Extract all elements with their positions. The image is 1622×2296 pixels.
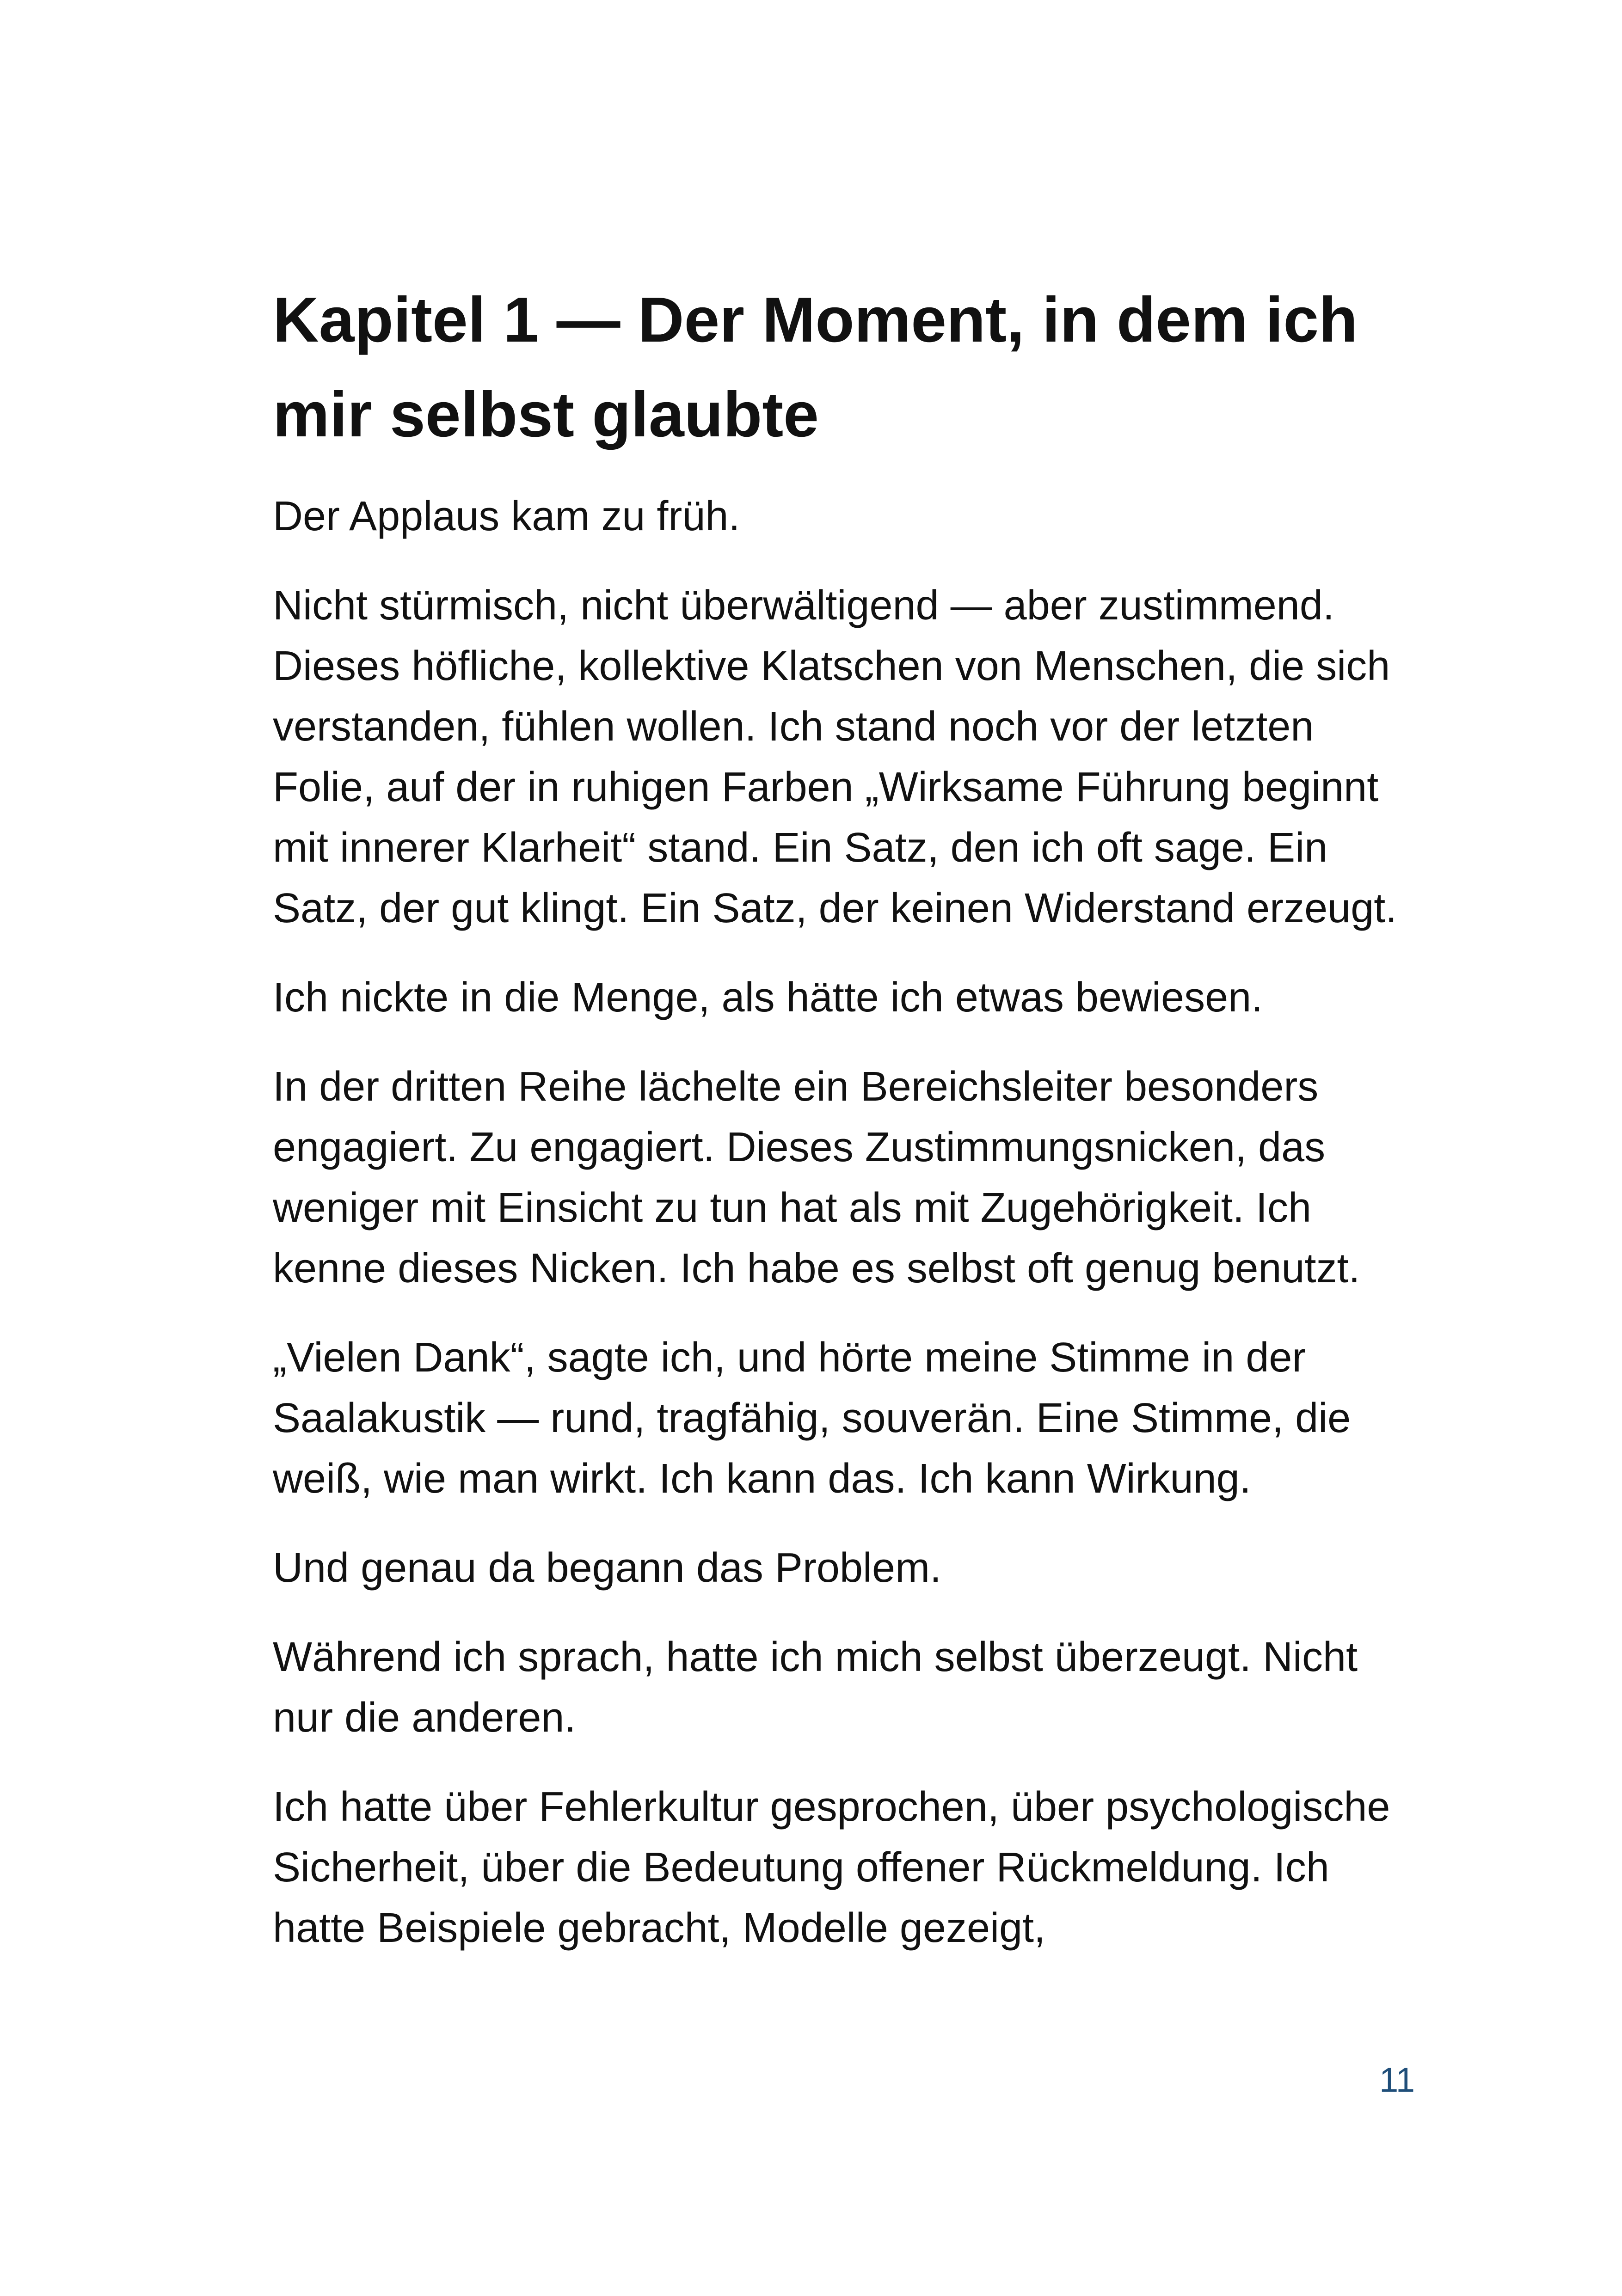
paragraph: Und genau da begann das Problem. <box>273 1545 942 1591</box>
chapter-title: Kapitel 1 — Der Moment, in dem ich mir selbst glaubte <box>273 284 1358 450</box>
page-number: 11 <box>1379 2061 1415 2099</box>
page-content <box>273 273 1415 1987</box>
paragraph: Der Applaus kam zu früh. <box>273 493 740 539</box>
paragraph: Während ich sprach, hatte ich mich selbst überzeugt. Nicht nur die anderen. <box>273 1634 1358 1741</box>
paragraph: In der dritten Reihe lächelte ein Bereichsleiter besonders engagiert. Zu engagiert. Dieses Zustimmungsnicken, das weniger mit Einsicht zu tun hat als mit Zugehörigkeit. Ich kenne dieses Nicken. Ich habe es selbst oft genug benutzt. <box>273 1064 1360 1292</box>
paragraph: Ich hatte über Fehlerkultur gesprochen, über psychologische Sicherheit, über die Bedeutung offener Rückmeldung. Ich hatte Beispiele gebracht, Modelle gezeigt, <box>273 1784 1390 1951</box>
paragraph: Ich nickte in die Menge, als hätte ich etwas bewiesen. <box>273 974 1263 1021</box>
paragraph: Nicht stürmisch, nicht überwältigend — aber zustimmend. Dieses höfliche, kollektive Klatschen von Menschen, die sich verstanden, fühlen wollen. Ich stand noch vor der letzten Folie, auf der in ruhigen Farben „Wirksame Führung beginnt mit innerer Klarheit“ stand. Ein Satz, den ich oft sage. Ein Satz, der gut klingt. Ein Satz, der keinen Widerstand erzeugt. <box>273 582 1397 931</box>
paragraph: „Vielen Dank“, sagte ich, und hörte meine Stimme in der Saalakustik — rund, tragfähig, souverän. Eine Stimme, die weiß, wie man wirkt. Ich kann das. Ich kann Wirkung. <box>273 1335 1351 1502</box>
